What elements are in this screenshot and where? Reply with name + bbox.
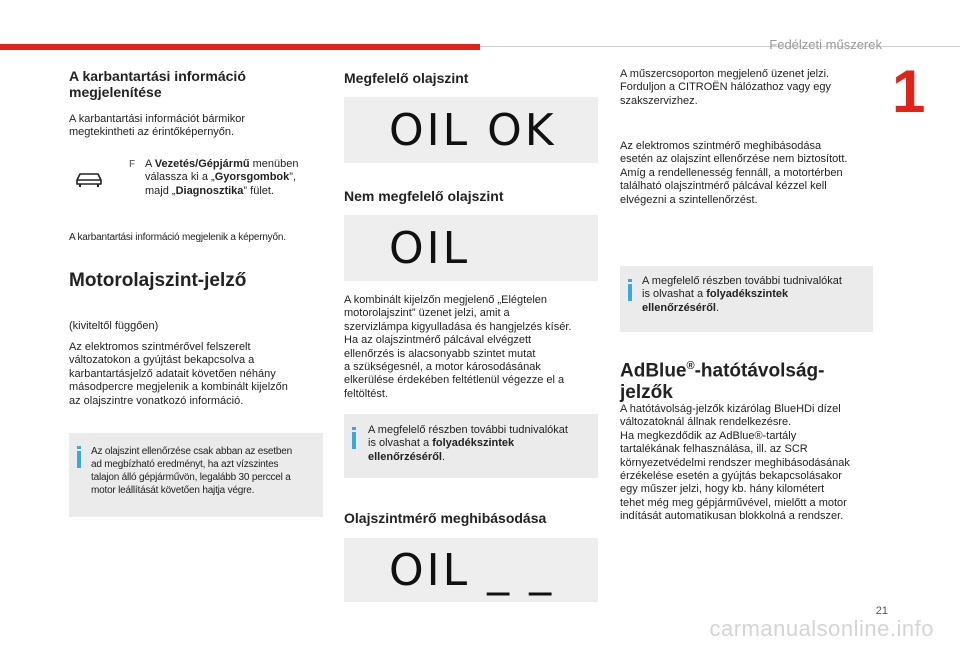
display-oil-ok [344, 97, 598, 163]
text-line: környezetvédelmi rendszer meghibásodásának [620, 456, 850, 469]
info-box-fluid-levels [344, 414, 598, 478]
text-line: A karbantartási információt bármikor [69, 113, 246, 125]
text-line: esetén az olajszint ellenőrzése nem biztosított. [620, 153, 848, 166]
paragraph-electric-gauge [69, 341, 288, 408]
page-number: 21 [875, 605, 888, 617]
step-instruction [145, 158, 299, 198]
heading-gauge-fault: Olajszintmérő meghibásodása [344, 510, 547, 526]
cross-reference: folyadékszintek [706, 288, 789, 301]
text-line: talajon álló gépjárművön, legalább 30 perccel a [91, 472, 291, 483]
display-oil-fault [344, 538, 598, 602]
display-text: OIL [389, 223, 471, 274]
watermark: carmanualsonline.info [709, 616, 934, 641]
text-fragment: is olvashat a [368, 437, 433, 450]
car-icon [74, 170, 104, 190]
text-line: A megfelelő részben további tudnivalókat [368, 424, 568, 436]
info-text [642, 275, 842, 315]
text-line: Ha az olajszintmérő pálcával elvégzett [344, 334, 532, 347]
text-fragment: . [715, 301, 720, 314]
menu-name: Gyorsgombok [214, 171, 290, 184]
info-text [368, 424, 568, 464]
heading-incorrect-oil-level: Nem megfelelő olajszint [344, 188, 504, 204]
heading-maintenance-info [69, 68, 246, 100]
heading-adblue-range [620, 355, 824, 404]
text-line: A megfelelő részben további tudnivalókat [642, 275, 842, 287]
text-line: indítását automatikusan blokkolná a rendszer. [620, 510, 844, 523]
heading-correct-oil-level: Megfelelő olajszint [344, 70, 469, 86]
text-line: változatoknál állnak rendelkezésre. [620, 416, 792, 429]
heading-fragment: -hatótávolság- [694, 360, 825, 382]
text-line: Az elektromos szintmérővel felszerelt [69, 341, 251, 353]
header-red-bar [0, 44, 480, 50]
display-text: OIL OK [389, 105, 557, 156]
text-line: ellenőrzés is alacsonyabb szintet mutat [344, 347, 536, 360]
heading-fragment: jelzők [620, 382, 673, 404]
text-line: karbantartásjelző adatait követően néhány [69, 367, 276, 380]
heading-fragment: AdBlue [620, 360, 687, 382]
text-line: Amíg a rendellenesség fennáll, a motortérben [620, 166, 843, 179]
text-line: elvégezni a szintellenőrzést. [620, 193, 758, 206]
text-line: motorolajszint” üzenet jelzi, amit a [344, 307, 510, 320]
cross-reference: ellenőrzéséről [642, 301, 716, 314]
text-line: A hatótávolság-jelzők kizárólag BlueHDi dízel [620, 403, 841, 415]
text-fragment: válassza ki a „ [145, 171, 215, 184]
heading-line: megjelenítése [69, 84, 162, 100]
text-line: másodpercre megjelenik a kombinált kijelzőn [69, 381, 288, 394]
paragraph-display-info: A karbantartási információ megjelenik a képernyőn. [69, 232, 286, 243]
text-fragment: . [441, 450, 446, 463]
text-line: tehet még meg gépjárművével, mielőtt a motor [620, 496, 847, 509]
text-line: elkerülése érdekében feltétlenül végezze el a [344, 374, 565, 387]
cross-reference: folyadékszintek [432, 437, 515, 450]
text-line: Ha megkezdődik az AdBlue®-tartály [620, 429, 797, 442]
text-line: érzékelése esetén a gyújtás bekapcsolásakor [620, 470, 842, 483]
menu-name: Vezetés/Gépjármű [154, 158, 250, 170]
text-line: az olajszintre vonatkozó információ. [69, 394, 244, 407]
text-line: motor leállítását követően hajtja végre. [91, 485, 255, 496]
chapter-number: 1 [892, 58, 926, 125]
text-line: Az olajszint ellenőrzése csak abban az esetben [91, 446, 292, 457]
text-fragment: ” fület. [243, 184, 274, 197]
cross-reference: ellenőrzéséről [368, 450, 442, 463]
display-text: OIL _ _ [389, 545, 555, 596]
heading-oil-level-indicator: Motorolajszint-jelző [69, 270, 247, 291]
paragraph-gauge-failure [620, 140, 847, 207]
section-title: Fedélzeti műszerek [769, 37, 882, 52]
step-bullet: F [129, 159, 136, 170]
text-line: található olajszintmérő pálcával kézzel kell [620, 180, 827, 193]
text-fragment: majd „ [145, 184, 176, 197]
text-line: A kombinált kijelzőn megjelenő „Elégtelen [344, 294, 548, 306]
info-box-fluid-levels-right [620, 266, 873, 332]
text-line: ad megbízható eredményt, ha azt vízszintes [91, 459, 279, 470]
heading-line: A karbantartási információ [69, 68, 246, 84]
paragraph-maintenance [69, 113, 245, 140]
text-line: Az elektromos szintmérő meghibásodása [620, 140, 822, 152]
text-line: Forduljon a CITROËN hálózathoz vagy egy [620, 81, 831, 94]
text-line: változatokon a gyújtást bekapcsolva a [69, 354, 255, 367]
paragraph-low-oil [344, 294, 571, 401]
text-line: tartalékának felhasználása, ill. az SCR [620, 443, 808, 456]
text-fragment: is olvashat a [642, 288, 707, 301]
text-line: szakszervizhez. [620, 94, 698, 107]
text-line: egy műszer jelzi, hogy kb. hány kilométert [620, 483, 825, 496]
display-oil-low [344, 215, 598, 281]
paragraph-adblue [620, 403, 850, 524]
registered-mark: ® [686, 360, 695, 372]
text-line: megtekintheti az érintőképernyőn. [69, 126, 235, 139]
text-line: szervizlámpa kigyulladása és hangjelzés kísér. [344, 320, 572, 333]
paragraph-version: (kiviteltől függően) [69, 320, 159, 332]
paragraph-instrument-message [620, 68, 831, 108]
info-text [91, 445, 292, 497]
text-line: feltöltést. [344, 387, 389, 400]
text-line: a szükségesnél, a motor károsodásának [344, 361, 541, 374]
text-fragment: A [145, 158, 155, 170]
text-fragment: ”, [289, 171, 297, 184]
info-box-oil-check [69, 433, 323, 517]
text-line: A műszercsoporton megjelenő üzenet jelzi. [620, 68, 830, 80]
text-fragment: menüben [249, 158, 299, 170]
header-rule [480, 46, 960, 47]
menu-name: Diagnosztika [175, 184, 244, 197]
